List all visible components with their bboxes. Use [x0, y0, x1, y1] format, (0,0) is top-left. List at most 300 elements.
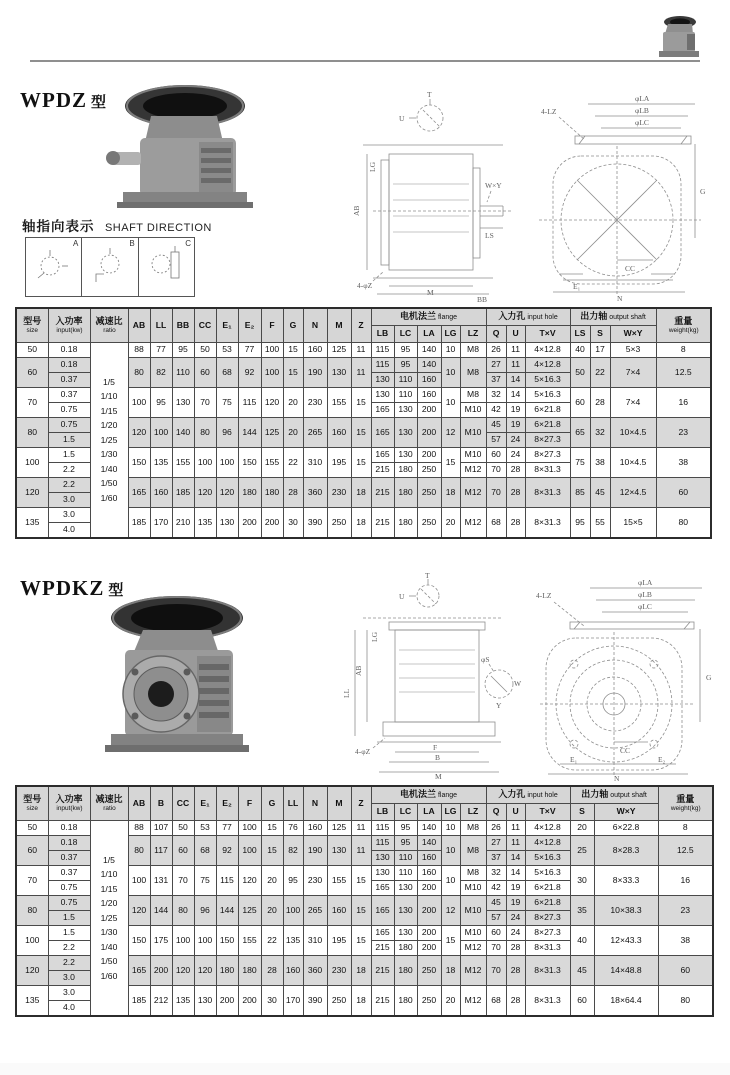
table-cell: 22: [261, 926, 283, 956]
table-cell: 80: [128, 836, 150, 866]
table-cell: 200: [417, 926, 441, 941]
col-header: Z: [351, 786, 371, 821]
col-header: 重量 weight(kg): [658, 786, 713, 821]
table-cell: 8: [658, 821, 713, 836]
table-cell: 115: [371, 343, 394, 358]
table-cell: 180: [394, 478, 417, 508]
table-cell: 95: [150, 388, 172, 418]
table-cell: 130: [394, 403, 417, 418]
table-cell: 115: [371, 821, 394, 836]
table-cell: 19: [506, 881, 525, 896]
table-cell: 19: [506, 896, 525, 911]
col-header: N: [303, 308, 327, 343]
table-cell: 10×4.5: [610, 448, 656, 478]
table-cell: M10: [460, 896, 486, 926]
table-cell: 32: [590, 418, 610, 448]
ratio-list: 1/5 1/10 1/15 1/20 1/25 1/30 1/40 1/50 1/60: [90, 821, 128, 1017]
table-cell: 250: [417, 478, 441, 508]
table-cell: 100: [216, 448, 238, 478]
dim-label-g: G: [706, 673, 712, 682]
table-cell: M8: [460, 836, 486, 866]
table-cell: 3.0: [48, 508, 90, 523]
table-cell: 11: [351, 821, 371, 836]
dim-label-cc: CC: [625, 264, 636, 273]
table-cell: M8: [460, 821, 486, 836]
divider: [30, 60, 700, 62]
table-cell: 250: [417, 508, 441, 539]
table-cell: 23: [658, 896, 713, 926]
wpdz-spec-table-wrap: [15, 307, 712, 539]
table-cell: 115: [371, 358, 394, 373]
table-cell: 95: [283, 866, 303, 896]
table-cell: 4×12.8: [525, 836, 570, 851]
table-cell: 250: [327, 508, 351, 539]
table-cell: 14: [506, 866, 525, 881]
table-cell: 120: [194, 956, 216, 986]
dim-label-e2: E₂: [658, 755, 666, 764]
table-cell: 22: [283, 448, 303, 478]
table-cell: 180: [394, 463, 417, 478]
table-cell: 100: [261, 358, 283, 388]
table-cell: 120: [16, 478, 48, 508]
table-cell: 100: [16, 448, 48, 478]
dim-label-f: F: [433, 743, 438, 752]
table-cell: 20: [441, 986, 460, 1017]
col-header: F: [238, 786, 261, 821]
table-cell: 100: [128, 388, 150, 418]
table-cell: 10×38.3: [594, 896, 658, 926]
table-cell: M12: [460, 508, 486, 539]
table-cell: 8×31.3: [525, 941, 570, 956]
table-cell: 8×31.3: [525, 463, 570, 478]
table-cell: 14: [506, 851, 525, 866]
table-cell: 120: [128, 896, 150, 926]
table-cell: 160: [303, 343, 327, 358]
table-cell: 230: [327, 956, 351, 986]
table-cell: 70: [16, 866, 48, 896]
col-header: G: [283, 308, 303, 343]
table-cell: 215: [371, 986, 394, 1017]
table-cell: 100: [238, 836, 261, 866]
table-cell: 110: [394, 851, 417, 866]
table-cell: 0.75: [48, 418, 90, 433]
shaft-direction-cell-c: [139, 238, 194, 296]
col-header: Z: [351, 308, 371, 343]
table-cell: 120: [261, 388, 283, 418]
table-cell: 53: [194, 821, 216, 836]
table-cell: 4.0: [48, 1001, 90, 1017]
table-cell: 160: [417, 851, 441, 866]
table-cell: M8: [460, 358, 486, 388]
table-cell: 70: [486, 941, 506, 956]
table-cell: 215: [371, 508, 394, 539]
table-cell: 155: [327, 388, 351, 418]
type-suffix: 型: [91, 95, 108, 111]
wpdkz-spec-table-wrap: [15, 785, 714, 1017]
table-cell: 155: [327, 866, 351, 896]
table-cell: 135: [150, 448, 172, 478]
table-cell: 57: [486, 911, 506, 926]
table-cell: 20: [283, 388, 303, 418]
table-cell: 45: [486, 418, 506, 433]
table-cell: 24: [506, 448, 525, 463]
dim-label-s: φS: [481, 655, 490, 664]
table-cell: 20: [570, 821, 594, 836]
table-cell: 250: [417, 463, 441, 478]
table-cell: 28: [506, 956, 525, 986]
table-cell: 150: [238, 448, 261, 478]
col-header: M: [327, 786, 351, 821]
table-cell: 2.2: [48, 478, 90, 493]
table-cell: 68: [216, 358, 238, 388]
table-cell: 95: [394, 821, 417, 836]
table-cell: 24: [506, 926, 525, 941]
table-cell: 28: [590, 388, 610, 418]
table-cell: 8×27.3: [525, 448, 570, 463]
model-name: WPDZ: [20, 88, 87, 112]
col-header: LG: [441, 326, 460, 343]
table-cell: 0.37: [48, 388, 90, 403]
table-cell: 18: [351, 956, 371, 986]
dim-label-holes: 4-φZ: [355, 747, 371, 756]
col-header: 减速比 ratio: [90, 308, 128, 343]
table-cell: 200: [417, 418, 441, 448]
table-cell: 60: [570, 388, 590, 418]
col-header: LG: [441, 804, 460, 821]
type-suffix: 型: [108, 583, 125, 599]
table-cell: 18: [351, 478, 371, 508]
table-cell: 57: [486, 433, 506, 448]
table-cell: 11: [351, 836, 371, 866]
table-cell: 11: [506, 343, 525, 358]
table-cell: 32: [486, 866, 506, 881]
table-cell: 95: [394, 343, 417, 358]
col-header: 重量 weight(kg): [656, 308, 711, 343]
table-cell: 160: [327, 896, 351, 926]
table-cell: 100: [283, 896, 303, 926]
table-cell: 131: [150, 866, 172, 896]
table-cell: 60: [656, 478, 711, 508]
product-photo-wpdkz: [85, 592, 265, 764]
table-cell: 70: [486, 478, 506, 508]
table-cell: 130: [371, 851, 394, 866]
table-cell: 200: [238, 986, 261, 1017]
table-cell: 42: [486, 881, 506, 896]
dim-label-e1: E₁: [573, 282, 581, 291]
table-cell: 215: [371, 941, 394, 956]
dim-label-holes: 4-φZ: [357, 281, 373, 290]
table-cell: 200: [238, 508, 261, 539]
ratio-list: 1/5 1/10 1/15 1/20 1/25 1/30 1/40 1/50 1/60: [90, 343, 128, 539]
table-cell: 180: [394, 508, 417, 539]
dim-label-ab: AB: [354, 665, 363, 676]
table-cell: 12: [441, 418, 460, 448]
col-header: 电机法兰 flange: [371, 786, 486, 804]
table-cell: 3.0: [48, 986, 90, 1001]
table-cell: 200: [150, 956, 172, 986]
wpdkz-front-view-drawing: [520, 572, 720, 782]
table-cell: 45: [570, 956, 594, 986]
table-cell: 15: [351, 448, 371, 478]
table-cell: 180: [238, 956, 261, 986]
table-cell: 0.37: [48, 373, 90, 388]
table-cell: 28: [506, 941, 525, 956]
table-cell: 12.5: [656, 358, 711, 388]
table-cell: 11: [351, 358, 371, 388]
col-header: E₁: [194, 786, 216, 821]
table-cell: 7×4: [610, 388, 656, 418]
table-cell: 77: [238, 343, 261, 358]
table-cell: 6×21.8: [525, 881, 570, 896]
table-cell: 1.5: [48, 433, 90, 448]
table-cell: 3.0: [48, 971, 90, 986]
table-cell: 180: [394, 941, 417, 956]
worm-gearbox-thumbnail: [653, 12, 703, 62]
col-header: F: [261, 308, 283, 343]
table-cell: M10: [460, 418, 486, 448]
table-cell: 5×16.3: [525, 373, 570, 388]
table-cell: 35: [570, 896, 594, 926]
table-cell: 88: [128, 821, 150, 836]
table-cell: 165: [371, 448, 394, 463]
table-cell: 20: [441, 508, 460, 539]
col-header: U: [506, 326, 525, 343]
table-cell: 50: [16, 821, 48, 836]
table-cell: 135: [194, 508, 216, 539]
table-cell: 18: [351, 508, 371, 539]
table-cell: 6×21.8: [525, 403, 570, 418]
table-cell: 70: [172, 866, 194, 896]
table-cell: 20: [283, 418, 303, 448]
dim-label-wxy: W×Y: [485, 181, 502, 190]
table-cell: 92: [238, 358, 261, 388]
table-cell: 60: [194, 358, 216, 388]
table-cell: 100: [261, 343, 283, 358]
dim-label-lg: LG: [368, 162, 377, 172]
table-cell: 12×43.3: [594, 926, 658, 956]
table-cell: 30: [261, 986, 283, 1017]
table-cell: 135: [16, 986, 48, 1017]
table-cell: 160: [303, 821, 327, 836]
table-cell: 60: [16, 358, 48, 388]
table-cell: 28: [283, 478, 303, 508]
table-cell: 24: [506, 433, 525, 448]
table-cell: 180: [238, 478, 261, 508]
table-cell: 60: [658, 956, 713, 986]
table-cell: 2.2: [48, 956, 90, 971]
table-cell: 96: [216, 418, 238, 448]
table-cell: M12: [460, 463, 486, 478]
table-cell: 20: [261, 866, 283, 896]
table-cell: 144: [238, 418, 261, 448]
model-name: WPDKZ: [20, 576, 105, 600]
col-header: 入功率 input(kw): [48, 786, 90, 821]
table-cell: 96: [194, 896, 216, 926]
table-cell: 175: [150, 926, 172, 956]
table-cell: 135: [172, 986, 194, 1017]
table-cell: 45: [486, 896, 506, 911]
table-cell: 4×12.8: [525, 358, 570, 373]
table-cell: 11: [506, 836, 525, 851]
table-cell: 0.75: [48, 881, 90, 896]
dim-label-ll: LL: [342, 688, 351, 698]
table-cell: 100: [194, 926, 216, 956]
table-cell: 120: [238, 866, 261, 896]
col-header: S: [570, 804, 594, 821]
col-header: 入力孔 input hole: [486, 308, 570, 326]
col-header: 型号 size: [16, 308, 48, 343]
table-cell: 210: [172, 508, 194, 539]
table-cell: 60: [486, 926, 506, 941]
table-cell: 360: [303, 478, 327, 508]
table-cell: 155: [238, 926, 261, 956]
col-header: T×V: [525, 326, 570, 343]
shaft-glyph-a: [28, 242, 78, 290]
col-header: AB: [128, 786, 150, 821]
wpdkz-spec-table: [15, 785, 714, 1017]
dim-label-lz: 4-LZ: [536, 591, 552, 600]
table-cell: 18: [441, 956, 460, 986]
table-cell: 120: [128, 418, 150, 448]
table-cell: 12.5: [658, 836, 713, 866]
table-cell: 115: [238, 388, 261, 418]
table-cell: 117: [150, 836, 172, 866]
table-cell: 25: [570, 836, 594, 866]
dim-label-e1: E₁: [570, 755, 578, 764]
col-header: N: [303, 786, 327, 821]
dim-label-m: M: [427, 288, 434, 297]
table-cell: 310: [303, 926, 327, 956]
table-cell: 18×64.4: [594, 986, 658, 1017]
table-cell: 360: [303, 956, 327, 986]
table-cell: 70: [486, 956, 506, 986]
table-cell: 28: [506, 463, 525, 478]
table-cell: 8×31.3: [525, 956, 570, 986]
table-cell: 10: [441, 388, 460, 418]
dim-label-ls: LS: [485, 231, 494, 240]
dim-label-bb: BB: [477, 295, 488, 303]
table-cell: 8×27.3: [525, 911, 570, 926]
table-cell: 190: [303, 358, 327, 388]
table-cell: 200: [417, 448, 441, 463]
table-cell: 215: [371, 463, 394, 478]
shaft-glyph-c: [141, 242, 191, 290]
shaft-direction-cn: 轴指向表示: [22, 219, 95, 234]
table-cell: 11: [351, 343, 371, 358]
table-cell: 11: [506, 358, 525, 373]
dim-label-lc: φLC: [638, 602, 652, 611]
table-cell: 107: [150, 821, 172, 836]
col-header: 电机法兰 flange: [371, 308, 486, 326]
table-cell: 15: [351, 866, 371, 896]
table-cell: 4×12.8: [525, 821, 570, 836]
dim-label-w: W: [514, 679, 522, 688]
table-cell: 100: [172, 926, 194, 956]
table-cell: 37: [486, 851, 506, 866]
table-cell: 82: [150, 358, 172, 388]
table-cell: 160: [417, 373, 441, 388]
dim-label-g: G: [700, 187, 706, 196]
col-header: LC: [394, 326, 417, 343]
table-cell: 150: [216, 926, 238, 956]
table-cell: 26: [486, 343, 506, 358]
col-header: 出力轴 output shaft: [570, 786, 658, 804]
table-cell: 10: [441, 821, 460, 836]
table-cell: 6×21.8: [525, 418, 570, 433]
dim-label-cc: CC: [620, 746, 631, 755]
table-cell: M8: [460, 866, 486, 881]
table-cell: 120: [194, 478, 216, 508]
table-cell: 95: [570, 508, 590, 539]
table-cell: 40: [570, 343, 590, 358]
col-header: S: [590, 326, 610, 343]
col-header: LA: [417, 326, 441, 343]
table-cell: 42: [486, 403, 506, 418]
table-cell: 144: [150, 896, 172, 926]
page-edge: [0, 1063, 730, 1075]
table-cell: 150: [128, 448, 150, 478]
table-cell: 0.18: [48, 821, 90, 836]
shaft-cell-letter: C: [185, 239, 191, 248]
table-cell: 160: [417, 388, 441, 403]
table-cell: 15: [351, 926, 371, 956]
table-cell: 5×16.3: [525, 866, 570, 881]
dim-label-lb: φLB: [638, 590, 652, 599]
table-cell: 185: [128, 986, 150, 1017]
table-cell: M10: [460, 448, 486, 463]
col-header: E₁: [216, 308, 238, 343]
table-cell: 130: [371, 373, 394, 388]
table-cell: 15: [351, 388, 371, 418]
table-cell: 230: [303, 866, 327, 896]
table-cell: 10: [441, 836, 460, 866]
col-header: LZ: [460, 326, 486, 343]
table-cell: 26: [486, 821, 506, 836]
dim-label-u: U: [399, 114, 405, 123]
table-cell: 8×33.3: [594, 866, 658, 896]
table-cell: 95: [172, 343, 194, 358]
table-cell: 10: [441, 358, 460, 388]
table-cell: 180: [261, 478, 283, 508]
table-cell: 77: [150, 343, 172, 358]
table-cell: 38: [656, 448, 711, 478]
table-cell: 212: [150, 986, 172, 1017]
table-cell: 170: [150, 508, 172, 539]
table-cell: 8×27.3: [525, 926, 570, 941]
table-cell: M12: [460, 478, 486, 508]
table-cell: 95: [394, 836, 417, 851]
table-cell: 165: [371, 926, 394, 941]
table-cell: 50: [16, 343, 48, 358]
table-cell: 1.5: [48, 911, 90, 926]
shaft-glyph-b: [84, 242, 134, 290]
table-cell: 53: [216, 343, 238, 358]
table-cell: 130: [327, 358, 351, 388]
table-cell: 19: [506, 403, 525, 418]
table-cell: 70: [16, 388, 48, 418]
table-cell: 250: [417, 986, 441, 1017]
table-cell: 110: [172, 358, 194, 388]
table-cell: 75: [216, 388, 238, 418]
table-cell: 140: [417, 821, 441, 836]
table-cell: 185: [128, 508, 150, 539]
table-cell: 100: [238, 821, 261, 836]
table-cell: 15: [283, 343, 303, 358]
table-cell: 0.75: [48, 896, 90, 911]
col-header: 型号 size: [16, 786, 48, 821]
dim-label-m: M: [435, 772, 442, 780]
table-cell: 125: [327, 821, 351, 836]
